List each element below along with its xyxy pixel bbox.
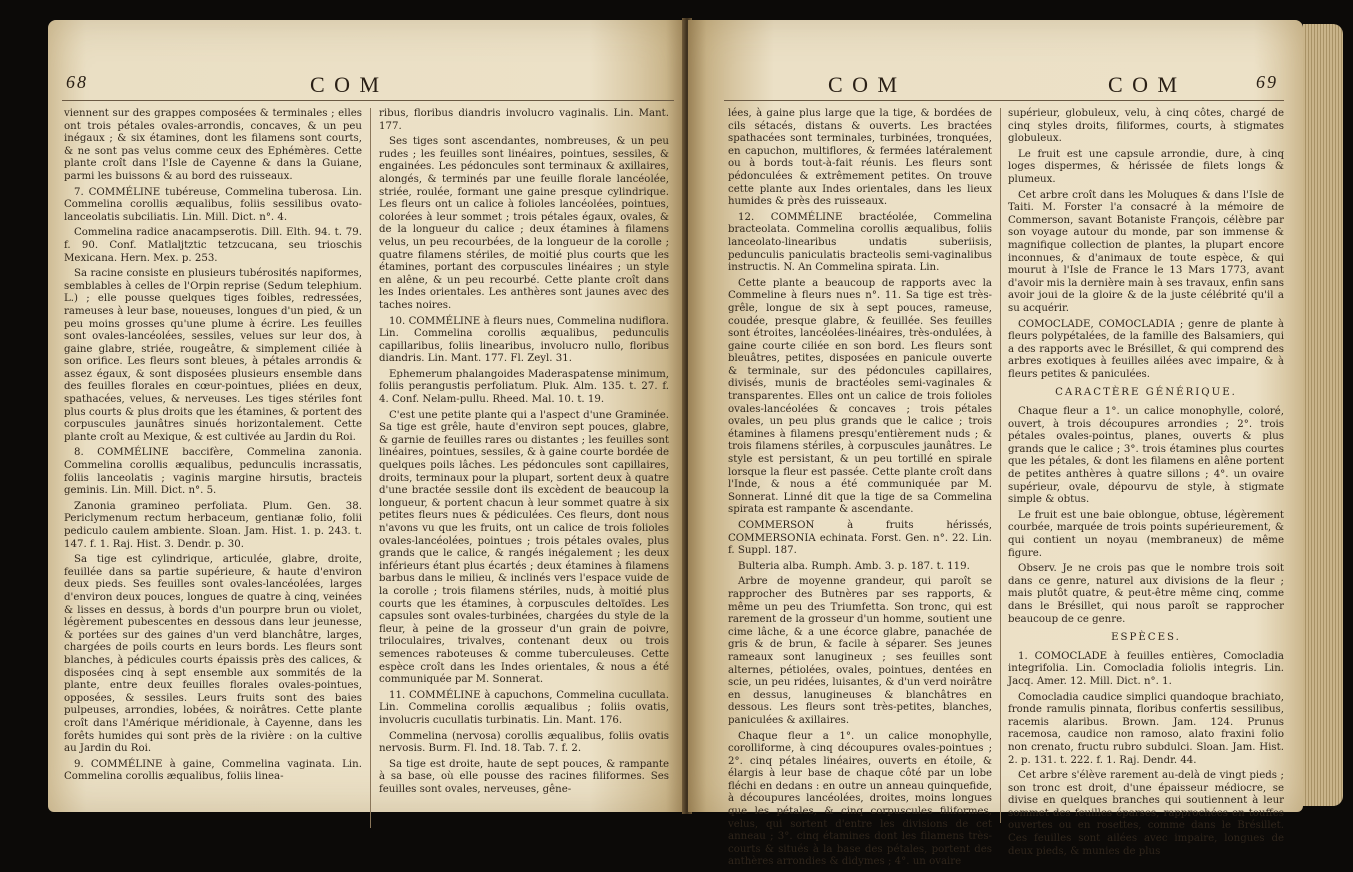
- paragraph: COMMERSON à fruits hérissés, COMMERSONIA echinata. Forst. Gen. n°. 22. Lin. f. Suppl. 187.: [728, 520, 992, 557]
- paragraph: 11. COMMÉLINE à capuchons, Commelina cucullata. Lin. Commelina corollis æqualibus ; foliis ovatis, involucris cucullatis turbinatis. Lin. Mant. 176.: [379, 689, 669, 726]
- left-running-head: C O M: [310, 72, 382, 97]
- page-edges: [1303, 24, 1343, 806]
- paragraph: Zanonia gramineo perfoliata. Plum. Gen. 38. Periclymenum rectum herbaceum, gentianæ folio, folii pediculo caulem ambiente. Sloan. Jam. Hist. 1. p. 243. t. 147. f. 1. Raj. Hist. 3. Dendr. p. 30.: [64, 500, 362, 550]
- paragraph: Chaque fleur a 1°. un calice monophylle, coloré, ouvert, à trois découpures arrondies ; 2°. trois pétales ovales-pointus, planes, ouverts & plus grands que le calice ; 3°. trois étamines plus courtes que les pétales, & dont les filamens en alêne portent de petites anthères à quatre sillons ; 4°. un ovaire supérieur, ovale, dépourvu de style, à stigmate simple & obtus.: [1008, 406, 1284, 506]
- paragraph: 8. COMMÉLINE baccifère, Commelina zanonia. Commelina corollis æqualibus, pedunculis incrassatis, foliis lanceolatis ; vaginis margine hirsutis, bracteis geminis. Lin. Mill. Dict. n°. 5.: [64, 447, 362, 497]
- paragraph: Sa racine consiste en plusieurs tubérosités napiformes, semblables à celles de l'Orpin reprise (Sedum telephium. L.) ; elle pousse quelques tiges foibles, redressées, rameuses à leur base, noueuses, longues d'un pied, & un peu moins grosses qu'une plume à écrire. Les feuilles sont ovales-lancéolées, sessiles, velues sur leur dos, à gaine glabre, striée, rougeâtre, & simplement ciliée à son orifice. Les fleurs sont bleues, à pétales arrondis & assez égaux, & sont disposées plusieurs ensemble dans des feuilles florales en cœur-pointues, pliées en deux, spathacées, velues, & nerveuses. Les tiges stériles font plus courts & plus droits que les étamines, & portent des corpuscules jaunâtres sinués horizontalement. Cette plante croît au Mexique, & est cultivée au Jardin du Roi.: [64, 268, 362, 443]
- left-column-2: [379, 108, 669, 799]
- left-page-number: 68: [66, 72, 88, 92]
- right-running-head-2: C O M: [1108, 72, 1180, 97]
- paragraph: Commelina (nervosa) corollis æqualibus, foliis ovatis nervosis. Burm. Fl. Ind. 18. Tab. 7. f. 2.: [379, 730, 669, 755]
- paragraph: Commelina radice anacampserotis. Dill. Elth. 94. t. 79. f. 90. Conf. Matlaljtztic tetzcucana, seu trioschis Mexicana. Hern. Mex. p. 253.: [64, 227, 362, 264]
- left-column-1: [64, 108, 362, 787]
- section-heading: ESPÈCES.: [1111, 632, 1181, 644]
- paragraph: Cet arbre s'élève rarement au-delà de vingt pieds ; son tronc est droit, d'une épaisseur médiocre, se divise en quelques branches qui soutiennent à leur sommet des feuilles éparses, rapprochées en touffes ouvertes ou en rosettes, comme dans le Brésillet. Ces feuilles sont ailées avec impaire, longues de deux pieds, & munies de plus: [1008, 770, 1284, 857]
- right-column-2: [1008, 108, 1284, 861]
- paragraph: 12. COMMÉLINE bractéolée, Commelina bracteolata. Commelina corollis æqualibus, foliis lanceolato-linearibus undatis suberiisis, pedunculis paniculatis bracteolis semi-vaginalibus instructis. N. An Commelina spirata. Lin.: [728, 211, 992, 274]
- paragraph: viennent sur des grappes composées & terminales ; elles ont trois pétales ovales-arrondis, concaves, & un peu inégaux ; & six étamines, dont les filamens sont courts, & ne sont pas velus comme ceux des Ephémères. Cette plante croît dans l'Isle de Cayenne & dans la Guiane, parmi les buissons & au bord des ruisseaux.: [64, 108, 362, 182]
- right-column-1: [728, 108, 992, 872]
- paragraph: Cette plante a beaucoup de rapports avec la Commeline à fleurs nues n°. 11. Sa tige est très-grêle, longue de six à sept pouces, rameuse, coudée, presque glabre, & feuillée. Ses feuilles sont étroites, lancéolées-linéaires, très-ondulées, à gaine courte ciliée en son bord. Les fleurs sont bleuâtres, petites, disposées en panicule ouverte & terminale, sur des pédoncules capillaires, divisés, munis de bractéoles semi-vaginales & transparentes. Elles ont un calice de trois folioles ovales-lancéolées & concaves ; trois pétales ovales, un peu plus grands que le calice ; trois étamines à filamens presqu'entièrement nuds ; & trois filamens stériles, à corpuscules jaunâtres. Le style est persistant, & un peu tortillé en spirale lorsque la fleur est passée. Cette plante croît dans l'Inde, & nous a été communiquée par M. Sonnerat. Linné dit que la tige de sa Commelina spirata est rampante & ascendante.: [728, 277, 992, 516]
- paragraph: COMOCLADE, COMOCLADIA ; genre de plante à fleurs polypétalées, de la famille des Balsamiers, qui a des rapports avec le Brésillet, & qui comprend des arbres exotiques à feuilles ailées avec impaire, & à fleurs petites & paniculées.: [1008, 318, 1284, 380]
- right-column-separator: [1000, 108, 1001, 823]
- paragraph: Ses tiges sont ascendantes, nombreuses, & un peu rudes ; les feuilles sont linéaires, pointues, sessiles, & engainées. Les pédoncules sont terminaux & axillaires, alongés, & terminés par une feuille florale lancéolée, striée, roulée, formant une gaine presque cylindrique. Les fleurs ont un calice à folioles lancéolées, pointues, colorées à leur sommet ; trois pétales égaux, ovales, & de la longueur du calice ; deux étamines à filamens velus, un peu recourbées, de la longueur de la corolle ; quatre filamens stériles, de moitié plus courts que les étamines, portant des corpuscules linéaires ; un style en alêne, & un peu recourbé. Cette plante croît dans les Indes orientales. Les anthères sont jaunes avec des taches noires.: [379, 136, 669, 311]
- paragraph: Observ. Je ne crois pas que le nombre trois soit dans ce genre, naturel aux divisions de la fleur ; mais plutôt quatre, & peut-être même cinq, comme dans le Brésillet, qui nous paroît se rapprocher beaucoup de ce genre.: [1008, 563, 1284, 625]
- paragraph: Le fruit est une baie oblongue, obtuse, légèrement courbée, marquée de trois points supérieurement, & qui contient un noyau (membraneux) de même figure.: [1008, 509, 1284, 559]
- left-header-rule: [62, 100, 674, 101]
- paragraph: C'est une petite plante qui a l'aspect d'une Graminée. Sa tige est grêle, haute d'environ sept pouces, glabre, & garnie de feuilles rares ou distantes ; les feuilles sont linéaires, pointues, sessiles, & à gaine courte bordée de quelques poils lâches. Les pédoncules sont capillaires, droits, terminaux pour la plupart, sortent deux à quatre d'une bractée sessile dont ils excèdent de beaucoup la longueur, & portent chacun à leur sommet quatre à six petites fleurs nues & pédiculées. Ces fleurs, dont nous n'avons vu que les fruits, ont un calice de trois folioles ovales-lancéolées, pointues ; trois pétales ovales, plus grands que le calice, & rangés inégalement ; les deux inférieurs étant plus écartés ; deux étamines à filamens barbus dans le milieu, & inclinés vers l'espace vuide de la corolle ; trois filamens stériles, nuds, à moitié plus courts que les étamines, à corpuscules deltoïdes. Les capsules sont ovales-turbinées, chargées du style de la fleur, à peine de la grosseur d'un grain de poivre, triloculaires, trivalves, contenant deux ou trois semences raboteuses & comme tuberculeuses. Cette espèce croît dans les Indes orientales, & nous a été communiquée par M. Sonnerat.: [379, 409, 669, 686]
- paragraph: lées, à gaine plus large que la tige, & bordées de cils sétacés, distans & ouverts. Les bractées spathacées sont terminales, turbinées, tronquées, en capuchon, multiflores, & fermées latéralement ou à bords tout-à-fait réunis. Les fleurs sont pédonculées & extrêmement petites. On trouve cette plante aux Indes orientales, dans les lieux humides & près des ruisseaux.: [728, 108, 992, 208]
- paragraph: Sa tige est droite, haute de sept pouces, & rampante à sa base, où elle pousse des racines filiformes. Ses feuilles sont ovales, nerveuses, gêne-: [379, 758, 669, 795]
- left-page: [48, 20, 685, 812]
- paragraph: supérieur, globuleux, velu, à cinq côtes, chargé de cinq styles droits, filiformes, courts, à stigmates globuleux.: [1008, 108, 1284, 145]
- paragraph: 10. COMMÉLINE à fleurs nues, Commelina nudiflora. Lin. Commelina corollis æqualibus, pedunculis capillaribus, foliis linearibus, involucro nullo, floribus diandris. Lin. Mant. 177. Fl. Zeyl. 31.: [379, 315, 669, 365]
- paragraph: 1. COMOCLADE à feuilles entières, Comocladia integrifolia. Lin. Comocladia foliolis integris. Lin. Jacq. Amer. 12. Mill. Dict. n°. 1.: [1008, 650, 1284, 687]
- paragraph: 9. COMMÉLINE à gaine, Commelina vaginata. Lin. Commelina corollis æqualibus, foliis linea-: [64, 758, 362, 783]
- paragraph: Ephemerum phalangoides Maderaspatense minimum, foliis perangustis perfoliatum. Pluk. Alm. 135. t. 27. f. 4. Conf. Nelam-pullu. Rheed. Mal. 10. t. 19.: [379, 368, 669, 406]
- paragraph: Cet arbre croît dans les Moluques & dans l'Isle de Taiti. M. Forster l'a consacré à la mémoire de Commerson, savant Botaniste François, célèbre par son voyage autour du monde, par son immense & magnifique collection de plantes, la plupart encore inconnues, & d'animaux de toute espèce, & qui mourut à l'Isle de France le 13 Mars 1773, avant d'avoir mis la dernière main à ses travaux, enfin sans avoir joui de la gloire & de la juste célébrité qu'il a su acquérir.: [1008, 189, 1284, 314]
- paragraph: Le fruit est une capsule arrondie, dure, à cinq loges dispermes, & hérissée de filets longs & plumeux.: [1008, 148, 1284, 185]
- right-running-head-1: C O M: [828, 72, 900, 97]
- paragraph: ribus, floribus diandris involucro vaginalis. Lin. Mant. 177.: [379, 108, 669, 132]
- paragraph: Arbre de moyenne grandeur, qui paroît se rapprocher des Butnères par ses rapports, & même un peu des Triumfetta. Son tronc, qui est rarement de la grosseur d'un homme, soutient une cime lâche, & a une écorce glabre, panachée de gris & de brun, & facile à séparer. Ses jeunes rameaux sont lanugineux ; ses feuilles sont alternes, pétiolées, ovales, pointues, dentées en scie, un peu ridées, luisantes, & d'un verd noirâtre en dessus, lanugineuses & blanchâtres en dessous. Les fleurs sont très-petites, blanches, paniculées & axillaires.: [728, 576, 992, 726]
- paragraph: Sa tige est cylindrique, articulée, glabre, droite, feuillée dans sa partie supérieure, & haute d'environ deux pieds. Ses feuilles sont ovales-lancéolées, larges d'environ deux pouces, longues de quatre à cinq, veinées & lisses en dessus, à bords d'un pourpre brun ou violet, légèrement pubescentes en dessous dans leur jeunesse, & portées sur des gaines d'un verd blanchâtre, larges, chargées de poils courts en leurs bords. Les fleurs sont blanches, à pédicules courts épaissis près des calices, & disposées cinq à sept ensemble aux sommités de la plante, entre deux feuilles florales ovales-pointues, opposées, & sessiles. Leurs fruits sont des baies pulpeuses, arrondies, lobées, & noirâtres. Cette plante croît dans l'Amérique méridionale, à Cayenne, dans les forêts humides qui sont près de la rivière : on la cultive au Jardin du Roi.: [64, 554, 362, 755]
- paragraph: Chaque fleur a 1°. un calice monophylle, corolliforme, à cinq découpures ovales-pointues ; 2°. cinq pétales linéaires, ouverts en étoile, & élargis à leur base de chaque côté par un lobe fléchi en dedans : en outre un anneau quinquefide, à découpures lancéolées, droites, moins longues que les pétales, & cinq corpuscules filiformes, velus, qui sortent d'entre les divisions de cet anneau ; 3°. cinq étamines dont les filamens très-courts & situés à la base des pétales, portent des anthères arrondies & didymes ; 4°. un ovaire: [728, 730, 992, 868]
- paragraph: Comocladia caudice simplici quandoque brachiato, fronde ramulis pinnata, floribus confertis sessilibus, racemis alaribus. Brown. Jam. 124. Prunus racemosa, caudice non ramoso, alato fraxini folio non crenato, fructu rubro subdulci. Sloan. Jam. Hist. 2. p. 131. t. 222. f. 1. Raj. Dendr. 44.: [1008, 691, 1284, 766]
- section-heading: CARACTÈRE GÉNÉRIQUE.: [1055, 387, 1237, 399]
- paragraph: 7. COMMÉLINE tubéreuse, Commelina tuberosa. Lin. Commelina corollis æqualibus, foliis sessilibus ovato-lanceolatis subciliatis. Lin. Mill. Dict. n°. 4.: [64, 186, 362, 223]
- right-page-number: 69: [1256, 72, 1278, 92]
- right-header-rule: [724, 100, 1284, 101]
- right-page: [688, 20, 1303, 868]
- left-column-separator: [370, 108, 371, 828]
- paragraph: Bulteria alba. Rumph. Amb. 3. p. 187. t. 119.: [738, 560, 970, 572]
